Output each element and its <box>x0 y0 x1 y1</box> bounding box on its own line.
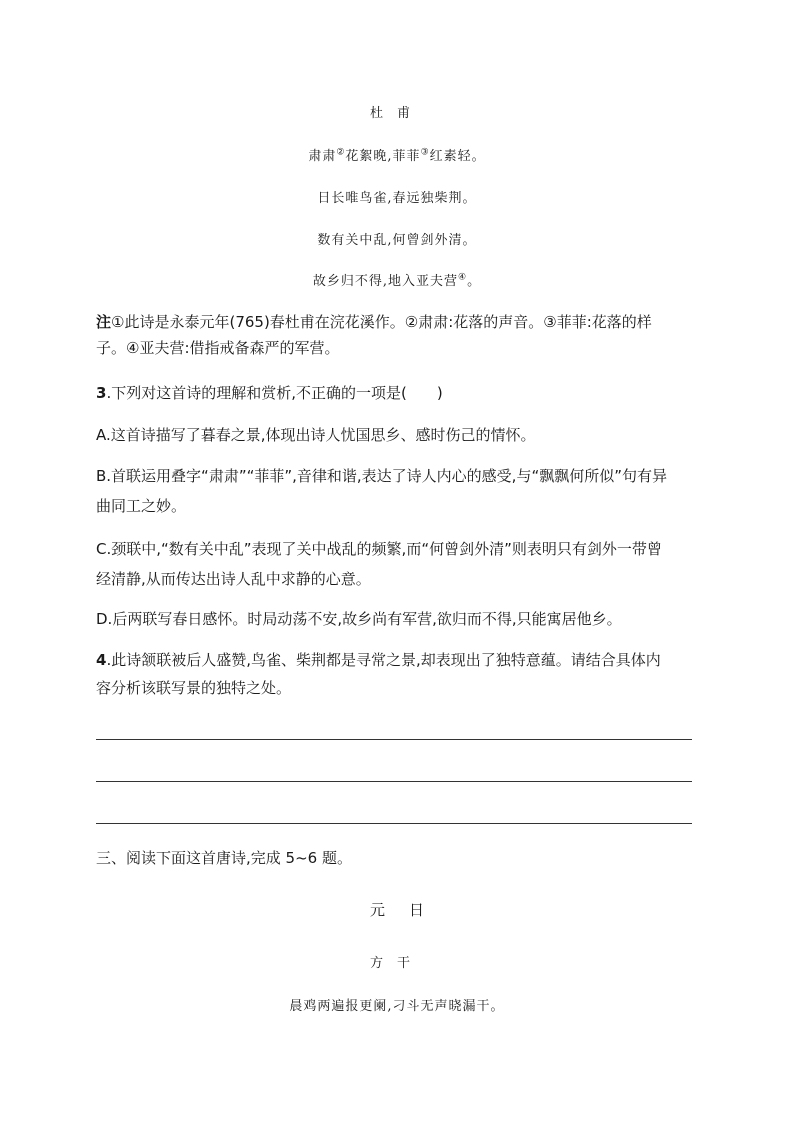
poem1-line-3: 数有关中乱,何曾剑外清。 <box>317 233 477 248</box>
question-4 <box>96 647 696 701</box>
answer-line-1[interactable] <box>96 739 692 740</box>
poem1-line-1: 肃肃②花絮晚,菲菲③红素轻。 <box>308 147 486 164</box>
question-3-option-d: D.后两联写春日感怀。时局动荡不安,故乡尚有军营,欲归而不得,只能寓居他乡。 <box>96 610 622 628</box>
section-3-heading: 三、阅读下面这首唐诗,完成 5~6 题。 <box>96 849 352 867</box>
question-3-stem <box>96 380 696 406</box>
question-3-option-c <box>96 536 696 592</box>
question-3-option-b <box>96 463 696 519</box>
poem1-line-4: 故乡归不得,地入亚夫营④。 <box>312 272 482 289</box>
option-b-line-1: B.首联运用叠字“肃肃”“菲菲”,音律和谐,表达了诗人内心的感受,与“飘飘何所似”句有异 <box>96 467 667 485</box>
question-4-text: .此诗颔联被后人盛赞,鸟雀、柴荆都是寻常之景,却表现出了独特意蕴。请结合具体内 <box>106 651 661 669</box>
poem1-line-2: 日长唯鸟雀,春远独柴荆。 <box>317 191 477 206</box>
answer-line-2[interactable] <box>96 781 692 782</box>
note-label: 注 <box>96 313 112 331</box>
answer-line-3[interactable] <box>96 823 692 824</box>
question-3-text: .下列对这首诗的理解和赏析,不正确的一项是( ) <box>106 384 443 402</box>
note <box>96 309 696 361</box>
note-line-1 <box>96 309 696 335</box>
question-4-line-2: 容分析该联写景的独特之处。 <box>96 679 292 697</box>
question-3-number: 3 <box>96 384 107 402</box>
poem2-author: 方干 <box>369 956 424 971</box>
note-text-1: ①此诗是永泰元年(765)春杜甫在浣花溪作。②肃肃:花落的声音。③菲菲:花落的样 <box>111 313 652 331</box>
poem2-title: 元日 <box>369 901 448 919</box>
option-c-line-2: 经清静,从而传达出诗人乱中求静的心意。 <box>96 570 371 588</box>
option-c-line-1: C.颈联中,“数有关中乱”表现了关中战乱的频繁,而“何曾剑外清”则表明只有剑外一带曾 <box>96 540 662 558</box>
poem2-line-1: 晨鸡两遍报更阑,刁斗无声晓漏干。 <box>289 999 505 1014</box>
note-line-2: 子。④亚夫营:借指戒备森严的军营。 <box>96 339 340 357</box>
question-3-option-a: A.这首诗描写了暮春之景,体现出诗人忧国思乡、感时伤己的情怀。 <box>96 426 536 444</box>
question-4-number: 4 <box>96 651 107 669</box>
poem1-author: 杜甫 <box>369 106 424 121</box>
option-b-line-2: 曲同工之妙。 <box>96 497 187 515</box>
question-4-line-1 <box>96 647 696 675</box>
